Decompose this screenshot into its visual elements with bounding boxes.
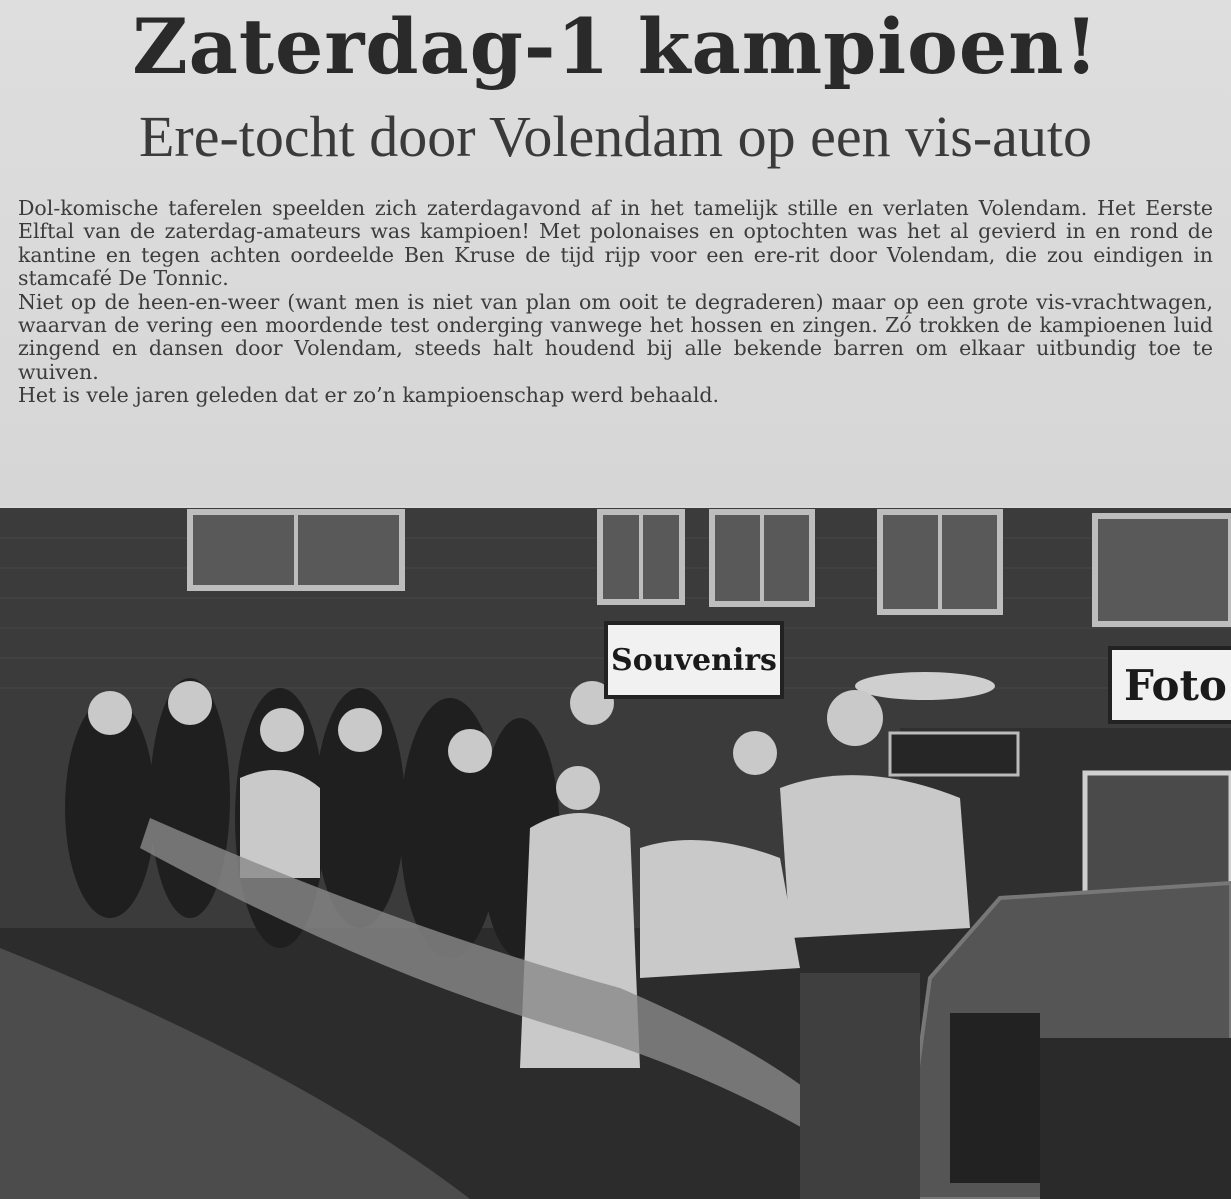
photo-illustration — [0, 508, 1231, 1199]
souvenirs-sign-label: Souvenirs — [611, 642, 777, 678]
truck-bed — [800, 973, 920, 1199]
paragraph-3: Het is vele jaren geleden dat er zo’n kampioenschap werd behaald. — [18, 383, 720, 408]
truck-window — [950, 1013, 1040, 1183]
celebration-photo — [0, 508, 1231, 1199]
article-text-panel — [0, 0, 1231, 506]
truck-window-2 — [1040, 1038, 1231, 1199]
paragraph-2: Niet op de heen-en-weer (want men is niet van plan om ooit te degraderen) maar op een grote vis-vrachtwagen, waarvan de vering een moordende test onderging vanwege het hossen en zingen. Zó trokken de kampioenen luid zingend en dansen door Volendam, steeds halt houdend bij alle bekende barren om elkaar uitbundig toe te wuiven. — [18, 289, 1213, 384]
shop-sign-board — [890, 733, 1018, 775]
article-body — [18, 197, 1213, 408]
souvenirs-sign — [604, 621, 784, 699]
foto-sign-label: Foto — [1124, 660, 1227, 710]
foto-sign — [1108, 646, 1231, 724]
ornament — [855, 672, 995, 700]
headline: Zaterdag-1 kampioen! — [132, 2, 1099, 91]
subheadline: Ere-tocht door Volendam op een vis-auto — [138, 104, 1092, 169]
paragraph-1: Dol-komische taferelen speelden zich zaterdagavond af in het tamelijk stille en verlaten Volendam. Het Eerste Elftal van de zaterdag-amateurs was kampioen! Met polonaises en optochten was het al gevierd in en rond de kantine en tegen achten oordeelde Ben Kruse de tijd rijp voor een ere-rit door Volendam, die zou eindigen in stamcafé De Tonnic. — [18, 196, 1213, 291]
